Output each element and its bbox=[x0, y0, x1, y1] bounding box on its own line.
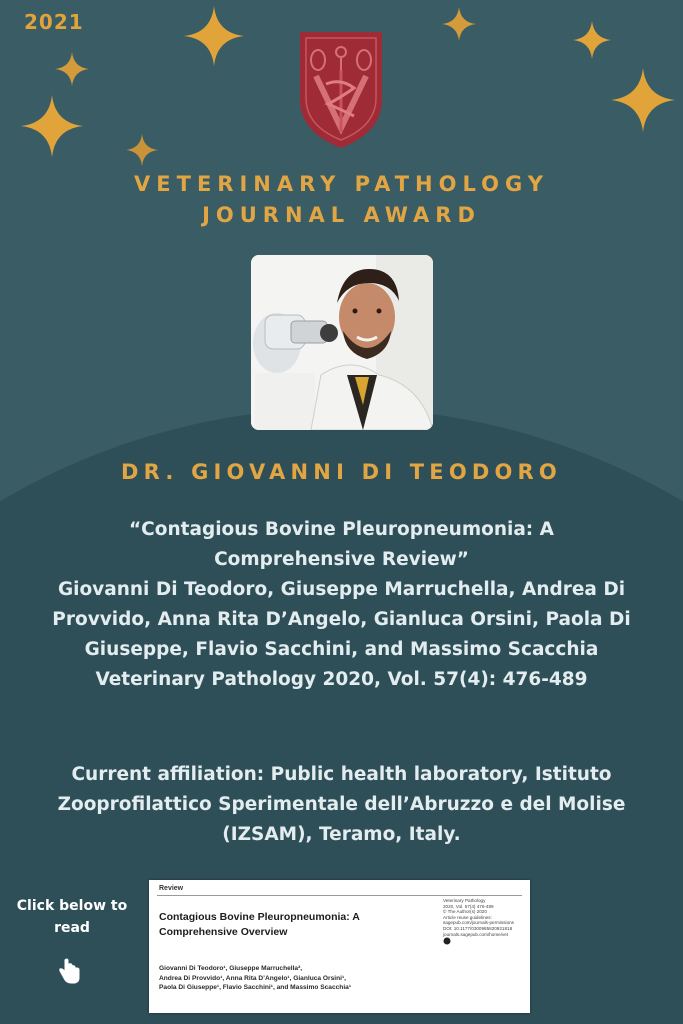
publication-citation: Veterinary Pathology 2020, Vol. 57(4): 476-489 bbox=[95, 669, 588, 690]
publication-title-line2: Comprehensive Review” bbox=[214, 549, 469, 570]
sparkle-star-icon bbox=[611, 68, 675, 132]
sparkle-star-icon bbox=[126, 134, 158, 166]
awardee-portrait-image bbox=[251, 255, 433, 430]
awardee-photo bbox=[251, 255, 433, 430]
paper-title-line1: Contagious Bovine Pleuropneumonia: A bbox=[159, 911, 360, 923]
paper-tag: Review bbox=[159, 885, 184, 892]
sage-logo-icon bbox=[443, 937, 451, 945]
paper-authors bbox=[159, 964, 439, 993]
sparkle-star-icon bbox=[21, 95, 83, 157]
publication-title-line1: “Contagious Bovine Pleuropneumonia: A bbox=[129, 519, 554, 540]
publication-authors-line3: Giuseppe, Flavio Sacchini, and Massimo Scacchia bbox=[84, 639, 599, 660]
sparkle-star-icon bbox=[55, 52, 89, 86]
veterinary-crest-icon bbox=[296, 28, 386, 150]
paper-title bbox=[159, 910, 429, 940]
paper-meta-line: sagepub.com/journals-permissions bbox=[443, 920, 514, 926]
awardee-name: DR. GIOVANNI DI TEODORO bbox=[121, 460, 562, 484]
award-title-line2: JOURNAL AWARD bbox=[202, 203, 481, 227]
paper-meta-line: © The Author(s) 2020 bbox=[443, 909, 487, 915]
paper-meta-line: DOI: 10.1177/0300985820921818 bbox=[443, 925, 513, 931]
paper-divider bbox=[157, 895, 522, 896]
paper-authors-line1: Giovanni Di Teodoro¹, Giuseppe Marruchella², bbox=[159, 965, 303, 972]
affiliation-line2: Zooprofilattico Sperimentale dell’Abruzzo e del Molise bbox=[57, 794, 626, 815]
click-to-read-line1: Click below to bbox=[16, 898, 128, 914]
affiliation-line3: (IZSAM), Teramo, Italy. bbox=[222, 824, 461, 845]
publication-authors-line2: Provvido, Anna Rita D’Angelo, Gianluca Orsini, Paola Di bbox=[52, 609, 631, 630]
click-to-read-label bbox=[8, 895, 136, 939]
paper-authors-line3: Paola Di Giuseppe¹, Flavio Sacchini¹, and Massimo Scacchia¹ bbox=[159, 984, 352, 991]
click-to-read-line2: read bbox=[54, 920, 90, 936]
publication-block bbox=[0, 515, 683, 695]
award-title-line1: VETERINARY PATHOLOGY bbox=[134, 172, 549, 196]
paper-authors-line2: Andrea Di Provvido¹, Anna Rita D’Angelo¹, Gianluca Orsini¹, bbox=[159, 974, 346, 982]
sparkle-star-icon bbox=[184, 6, 244, 66]
paper-meta-line: Article reuse guidelines: bbox=[443, 914, 492, 920]
paper-title-line2: Comprehensive Overview bbox=[159, 926, 288, 938]
sparkle-star-icon bbox=[442, 7, 476, 41]
paper-meta-line: 2020, Vol. 57(4) 476-489 bbox=[443, 903, 494, 909]
paper-meta-line: Veterinary Pathology bbox=[443, 898, 486, 903]
affiliation-line1: Current affiliation: Public health laboratory, Istituto bbox=[71, 764, 612, 785]
paper-thumbnail-link[interactable] bbox=[149, 880, 530, 1013]
paper-meta bbox=[443, 898, 525, 947]
award-year: 2021 bbox=[24, 10, 84, 34]
paper-meta-line: journals.sagepub.com/home/vet bbox=[443, 931, 509, 937]
pointing-hand-icon bbox=[58, 958, 80, 984]
publication-authors-line1: Giovanni Di Teodoro, Giuseppe Marruchella, Andrea Di bbox=[57, 579, 626, 600]
affiliation-block bbox=[0, 760, 683, 850]
sparkle-star-icon bbox=[573, 21, 611, 59]
